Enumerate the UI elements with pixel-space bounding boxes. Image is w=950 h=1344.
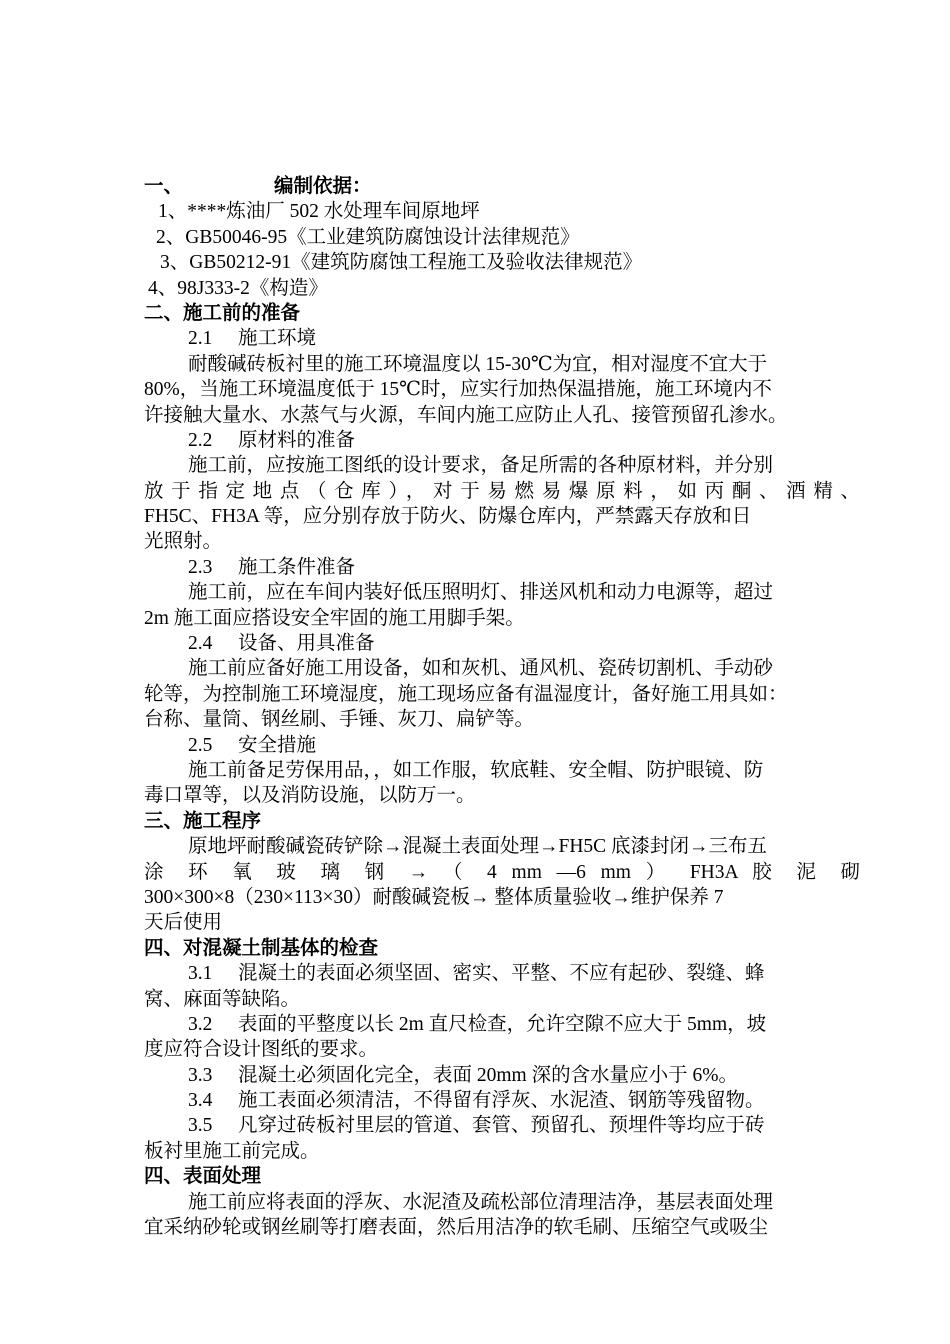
- paragraph-line: 施工前应备好施工用设备，如和灰机、通风机、瓷砖切割机、手动砂: [188, 658, 774, 680]
- paragraph-line: 宜采纳砂轮或钢丝刷等打磨表面，然后用洁净的软毛刷、压缩空气或吸尘: [144, 1217, 769, 1239]
- item-number: 3.1: [188, 963, 213, 985]
- section-number: 一、: [144, 176, 184, 197]
- document-body: [144, 174, 860, 1240]
- inspection-item-3-3: [144, 1063, 860, 1088]
- item-text: 混凝土的表面必须坚固、密实、平整、不应有起砂、裂缝、蜂: [238, 963, 765, 985]
- subsection-label: 施工环境: [238, 328, 317, 350]
- item-number: 3.5: [188, 1115, 213, 1137]
- subsection-heading-2-1: [144, 326, 860, 351]
- paragraph-line: 耐酸碱砖板衬里的施工环境温度以 15-30℃为宜，相对湿度不宜大于: [188, 353, 768, 375]
- paragraph-line: 度应符合设计图纸的要求。: [144, 1039, 379, 1061]
- subsection-label: 原材料的准备: [238, 429, 356, 451]
- paragraph-line: 轮等，为控制施工环境湿度，施工现场应备有温湿度计，备好施工用具如：: [144, 683, 788, 705]
- paragraph-line: 涂 环 氧 玻 璃 钢 → （ 4 mm —6 mm ） FH3A 胶 泥 砌: [144, 861, 860, 883]
- basis-item-3: 3、GB50212-91《建筑防腐蚀工程施工及验收法律规范》: [160, 252, 643, 274]
- inspection-item-3-1: [144, 961, 860, 986]
- inspection-item-3-2: [144, 1012, 860, 1037]
- subsection-number: 2.4: [188, 633, 213, 655]
- paragraph-line: 300×300×8（230×113×30）耐酸碱瓷板→ 整体质量验收→维护保养 7: [144, 886, 724, 908]
- paragraph-line: 许接触大量水、水蒸气与火源，车间内施工应防止人孔、接管预留孔渗水。: [144, 404, 788, 426]
- subsection-heading-2-4: [144, 631, 860, 656]
- item-text: 混凝土必须固化完全，表面 20mm 深的含水量应小于 6%。: [238, 1064, 738, 1086]
- item-text: 施工表面必须清洁，不得留有浮灰、水泥渣、钢筋等残留物。: [238, 1090, 765, 1112]
- subsection-heading-2-5: [144, 733, 860, 758]
- subsection-number: 2.2: [188, 429, 213, 451]
- subsection-number: 2.5: [188, 734, 213, 756]
- inspection-item-3-4: [144, 1088, 860, 1113]
- section-heading-preparation: 二、施工前的准备: [144, 302, 301, 324]
- paragraph-line: 施工前备足劳保用品，，如工作服，软底鞋、安全帽、防护眼镜、防: [188, 759, 764, 781]
- basis-item-1: 1、****炼油厂 502 水处理车间原地坪: [158, 201, 480, 223]
- subsection-label: 安全措施: [238, 734, 317, 756]
- subsection-label: 设备、用具准备: [238, 633, 375, 655]
- item-text: 表面的平整度以长 2m 直尺检查，允许空隙不应大于 5mm，坡: [238, 1013, 767, 1035]
- subsection-heading-2-2: [144, 428, 860, 453]
- paragraph-line: 放于指定地点（仓库），对于易燃易爆原料，如丙酮、酒精、: [144, 480, 860, 502]
- paragraph-line: 施工前，应按施工图纸的设计要求，备足所需的各种原材料，并分别: [188, 455, 774, 477]
- subsection-heading-2-3: [144, 555, 860, 580]
- section-title: 编制依据：: [274, 176, 372, 197]
- subsection-number: 2.1: [188, 328, 213, 350]
- basis-item-2: 2、GB50046-95《工业建筑防腐蚀设计法律规范》: [156, 226, 580, 248]
- paragraph-line: 原地坪耐酸碱瓷砖铲除→混凝土表面处理→FH5C 底漆封闭→三布五: [188, 836, 768, 858]
- section-heading-basis: [144, 174, 860, 199]
- subsection-number: 2.3: [188, 556, 213, 578]
- item-number: 3.3: [188, 1064, 213, 1086]
- paragraph-line: 板衬里施工前完成。: [144, 1140, 320, 1162]
- paragraph-line: 毒口罩等，以及消防设施，以防万一。: [144, 785, 476, 807]
- item-text: 凡穿过砖板衬里层的管道、套管、预留孔、预埋件等均应于砖: [238, 1115, 765, 1137]
- paragraph-line: 2m 施工面应搭设安全牢固的施工用脚手架。: [144, 607, 525, 629]
- paragraph-line: 光照射。: [144, 531, 223, 553]
- section-heading-inspection: 四、对混凝土制基体的检查: [144, 937, 379, 959]
- paragraph-line: FH5C、FH3A 等，应分别存放于防火、防爆仓库内，严禁露天存放和日: [144, 506, 752, 528]
- paragraph-line: 施工前应将表面的浮灰、水泥渣及疏松部位清理洁净，基层表面处理: [188, 1191, 774, 1213]
- paragraph-line: 窝、麻面等缺陷。: [144, 988, 301, 1010]
- item-number: 3.2: [188, 1013, 213, 1035]
- basis-item-4: 4、98J333-2《构造》: [148, 277, 328, 299]
- item-number: 3.4: [188, 1090, 213, 1112]
- section-heading-surface-treatment: 四、表面处理: [144, 1166, 262, 1188]
- section-heading-procedure: 三、施工程序: [144, 810, 262, 832]
- paragraph-line: 80%，当施工环境温度低于 15℃时，应实行加热保温措施，施工环境内不: [144, 379, 772, 401]
- paragraph-line: 天后使用: [144, 912, 223, 934]
- inspection-item-3-5: [144, 1113, 860, 1138]
- paragraph-line: 台称、量筒、钢丝刷、手锤、灰刀、扁铲等。: [144, 709, 535, 731]
- paragraph-line: 施工前，应在车间内装好低压照明灯、排送风机和动力电源等，超过: [188, 582, 774, 604]
- subsection-label: 施工条件准备: [238, 556, 356, 578]
